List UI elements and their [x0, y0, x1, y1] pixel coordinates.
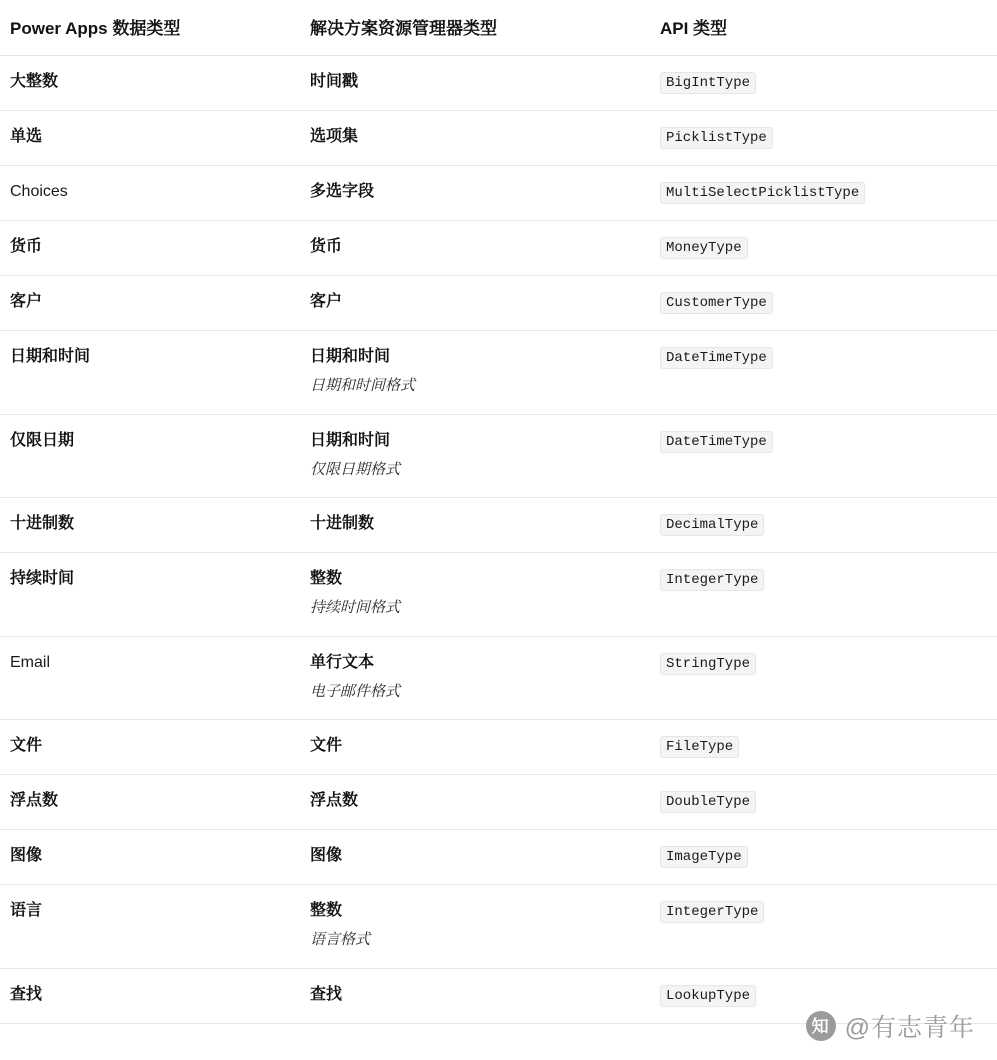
cell-solution-explorer-type [300, 111, 650, 166]
cell-solution-explorer-type [300, 414, 650, 498]
api-type-code: PicklistType [660, 127, 773, 149]
solution-type-format: 持续时间格式 [310, 599, 401, 616]
cell-api-type [650, 553, 997, 637]
cell-solution-explorer-type [300, 885, 650, 969]
cell-solution-explorer-type [300, 56, 650, 111]
cell-powerapps-type: 大整数 [0, 56, 300, 111]
table-row [0, 498, 997, 553]
cell-api-type [650, 56, 997, 111]
cell-solution-explorer-type [300, 276, 650, 331]
api-type-code: DateTimeType [660, 431, 773, 453]
cell-solution-explorer-type [300, 498, 650, 553]
cell-powerapps-type: 持续时间 [0, 553, 300, 637]
cell-api-type [650, 166, 997, 221]
solution-type-name: 选项集 [310, 128, 359, 145]
cell-solution-explorer-type [300, 331, 650, 415]
cell-powerapps-type: Choices [0, 166, 300, 221]
solution-type-name: 十进制数 [310, 515, 375, 532]
cell-powerapps-type: 日期和时间 [0, 331, 300, 415]
table-body [0, 56, 997, 1024]
watermark-text: @有志青年 [844, 1014, 975, 1042]
api-type-code: IntegerType [660, 569, 764, 591]
cell-api-type [650, 636, 997, 720]
solution-type-name: 客户 [310, 293, 343, 310]
cell-api-type [650, 221, 997, 276]
solution-type-name: 查找 [310, 985, 343, 1003]
api-type-code: MoneyType [660, 237, 748, 259]
api-type-code: IntegerType [660, 901, 764, 923]
cell-api-type [650, 830, 997, 885]
cell-api-type [650, 276, 997, 331]
cell-api-type [650, 720, 997, 775]
cell-powerapps-type: 查找 [0, 968, 300, 1023]
solution-type-name: 单行文本 [310, 653, 375, 671]
cell-powerapps-type: 货币 [0, 221, 300, 276]
table-row [0, 830, 997, 885]
cell-api-type [650, 968, 997, 1023]
solution-type-format: 仅限日期格式 [310, 460, 401, 478]
cell-powerapps-type: 客户 [0, 276, 300, 331]
cell-powerapps-type: 浮点数 [0, 775, 300, 830]
table-row [0, 553, 997, 637]
cell-api-type [650, 498, 997, 553]
solution-type-name: 日期和时间 [310, 348, 391, 365]
cell-solution-explorer-type [300, 720, 650, 775]
cell-powerapps-type: 单选 [0, 111, 300, 166]
api-type-code: DecimalType [660, 514, 764, 536]
table-row [0, 968, 997, 1023]
solution-type-name: 时间戳 [310, 73, 359, 90]
cell-api-type [650, 111, 997, 166]
api-type-code: DateTimeType [660, 347, 773, 369]
column-header-solution-explorer-type: 解决方案资源管理器类型 [300, 0, 650, 56]
cell-solution-explorer-type [300, 636, 650, 720]
solution-type-name: 多选字段 [310, 183, 375, 200]
cell-api-type [650, 775, 997, 830]
api-type-code: FileType [660, 736, 739, 758]
cell-api-type [650, 331, 997, 415]
api-type-code: CustomerType [660, 292, 773, 314]
table-row [0, 221, 997, 276]
table-header-row [0, 0, 997, 56]
table-row [0, 166, 997, 221]
solution-type-name: 整数 [310, 902, 343, 919]
api-type-code: LookupType [660, 985, 756, 1007]
table-row [0, 111, 997, 166]
cell-powerapps-type: 文件 [0, 720, 300, 775]
cell-powerapps-type: 十进制数 [0, 498, 300, 553]
cell-solution-explorer-type [300, 775, 650, 830]
cell-solution-explorer-type [300, 553, 650, 637]
table-row [0, 276, 997, 331]
api-type-code: BigIntType [660, 72, 756, 94]
api-type-code: StringType [660, 653, 756, 675]
column-header-powerapps-type: Power Apps 数据类型 [0, 0, 300, 56]
cell-api-type [650, 414, 997, 498]
table-row [0, 885, 997, 969]
column-header-api-type: API 类型 [650, 0, 997, 56]
cell-solution-explorer-type [300, 830, 650, 885]
table-row [0, 331, 997, 415]
table-row [0, 414, 997, 498]
cell-solution-explorer-type [300, 968, 650, 1023]
solution-type-format: 语言格式 [310, 931, 371, 948]
solution-type-name: 浮点数 [310, 792, 359, 809]
solution-type-name: 货币 [310, 238, 343, 255]
cell-solution-explorer-type [300, 221, 650, 276]
cell-powerapps-type: 仅限日期 [0, 414, 300, 498]
zhihu-logo-icon: 知 [806, 1011, 836, 1041]
cell-api-type [650, 885, 997, 969]
api-type-code: MultiSelectPicklistType [660, 182, 865, 204]
table-header [0, 0, 997, 56]
solution-type-name: 文件 [310, 737, 343, 754]
table-row [0, 56, 997, 111]
api-type-code: DoubleType [660, 791, 756, 813]
solution-type-format: 电子邮件格式 [310, 682, 401, 700]
solution-type-name: 图像 [310, 847, 343, 864]
solution-type-name: 日期和时间 [310, 431, 391, 449]
cell-powerapps-type: 语言 [0, 885, 300, 969]
table-row [0, 636, 997, 720]
table-row [0, 775, 997, 830]
solution-type-name: 整数 [310, 570, 343, 587]
cell-powerapps-type: 图像 [0, 830, 300, 885]
cell-solution-explorer-type [300, 166, 650, 221]
solution-type-format: 日期和时间格式 [310, 377, 416, 394]
api-type-code: ImageType [660, 846, 748, 868]
table-row [0, 720, 997, 775]
cell-powerapps-type: Email [0, 636, 300, 720]
